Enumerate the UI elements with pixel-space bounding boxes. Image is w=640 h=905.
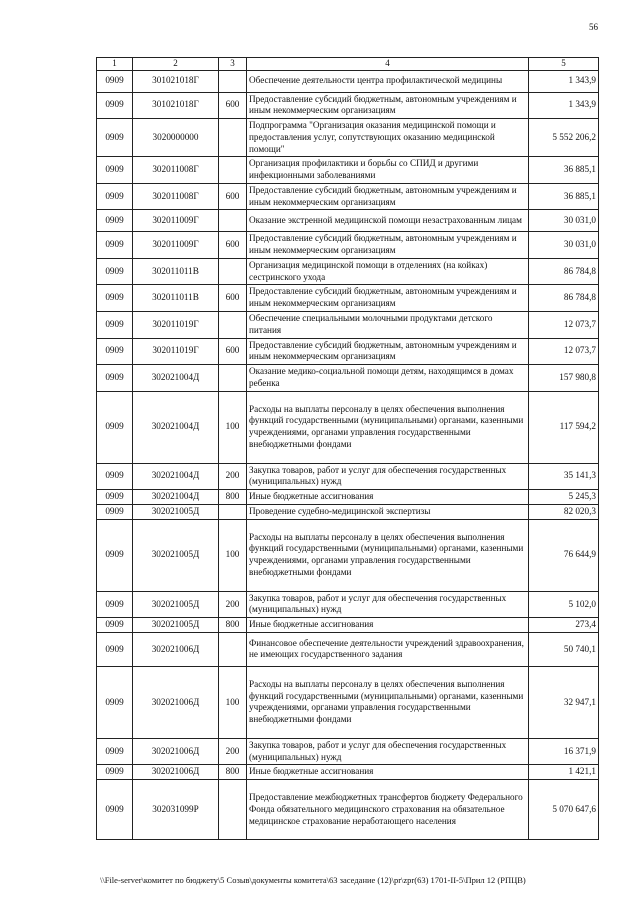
row-expense-type: 100: [219, 391, 247, 463]
table-row: [97, 258, 599, 285]
row-amount: 273,4: [529, 618, 599, 633]
row-section: 0909: [97, 183, 133, 210]
row-section: 0909: [97, 210, 133, 232]
row-amount: 30 031,0: [529, 232, 599, 259]
row-expense-type: 600: [219, 285, 247, 312]
column-header: 4: [247, 58, 529, 71]
row-target-code: 302021006Д: [133, 632, 219, 666]
budget-table: [96, 57, 599, 840]
row-target-code: 3020000000: [133, 119, 219, 157]
column-header: 2: [133, 58, 219, 71]
row-expense-type: 600: [219, 92, 247, 119]
footer-file-path: \\File-server\комитет по бюджету\5 Созыв\документы комитета\63 заседание (12)\pr\zpr(63) 1701-II-5\Прил 12 (РПЦВ): [100, 875, 526, 885]
row-description: Расходы на выплаты персоналу в целях обеспечения выполнения функций государственными (муниципальными) органами, казенными учреждениями, органами управления государственными внебюджетными фондами: [247, 666, 529, 738]
row-description: Предоставление субсидий бюджетным, автономным учреждениям и иным некоммерческим организациям: [247, 338, 529, 365]
table-row: [97, 632, 599, 666]
row-amount: 1 343,9: [529, 92, 599, 119]
row-description: Иные бюджетные ассигнования: [247, 765, 529, 780]
row-expense-type: [219, 70, 247, 92]
row-target-code: 302021006Д: [133, 765, 219, 780]
row-expense-type: 600: [219, 183, 247, 210]
row-section: 0909: [97, 258, 133, 285]
row-section: 0909: [97, 232, 133, 259]
row-description: Организация медицинской помощи в отделениях (на койках) сестринского ухода: [247, 258, 529, 285]
row-target-code: 302011019Г: [133, 338, 219, 365]
row-section: 0909: [97, 119, 133, 157]
row-expense-type: [219, 312, 247, 339]
row-section: 0909: [97, 632, 133, 666]
row-amount: 32 947,1: [529, 666, 599, 738]
table-row: [97, 780, 599, 840]
row-amount: 50 740,1: [529, 632, 599, 666]
row-expense-type: 200: [219, 463, 247, 490]
row-target-code: 302021005Д: [133, 504, 219, 519]
row-expense-type: [219, 210, 247, 232]
row-expense-type: 200: [219, 738, 247, 765]
table-row: [97, 312, 599, 339]
table-row: [97, 365, 599, 392]
row-section: 0909: [97, 463, 133, 490]
table-row: [97, 591, 599, 618]
table-body: [97, 70, 599, 840]
table-row: [97, 92, 599, 119]
row-amount: 117 594,2: [529, 391, 599, 463]
row-description: Предоставление субсидий бюджетным, автономным учреждениям и иным некоммерческим организациям: [247, 232, 529, 259]
row-section: 0909: [97, 285, 133, 312]
row-expense-type: 100: [219, 519, 247, 591]
row-amount: 1 343,9: [529, 70, 599, 92]
row-target-code: 302021004Д: [133, 391, 219, 463]
row-amount: 5 102,0: [529, 591, 599, 618]
row-target-code: 302011009Г: [133, 232, 219, 259]
column-header: 3: [219, 58, 247, 71]
row-description: Предоставление субсидий бюджетным, автономным учреждениям и иным некоммерческим организациям: [247, 92, 529, 119]
row-target-code: 302011011В: [133, 258, 219, 285]
row-section: 0909: [97, 666, 133, 738]
row-section: 0909: [97, 765, 133, 780]
row-target-code: 302031099Р: [133, 780, 219, 840]
row-section: 0909: [97, 312, 133, 339]
row-target-code: 302021004Д: [133, 365, 219, 392]
table-row: [97, 504, 599, 519]
row-target-code: 302021006Д: [133, 738, 219, 765]
row-section: 0909: [97, 519, 133, 591]
row-target-code: 302021005Д: [133, 618, 219, 633]
row-amount: 1 421,1: [529, 765, 599, 780]
row-description: Предоставление субсидий бюджетным, автономным учреждениям и иным некоммерческим организациям: [247, 285, 529, 312]
row-target-code: 302011008Г: [133, 157, 219, 184]
row-expense-type: [219, 504, 247, 519]
row-expense-type: [219, 780, 247, 840]
table-row: [97, 119, 599, 157]
table-row: [97, 618, 599, 633]
row-expense-type: [219, 119, 247, 157]
row-expense-type: 600: [219, 232, 247, 259]
row-expense-type: 200: [219, 591, 247, 618]
table-row: [97, 738, 599, 765]
row-target-code: 302011009Г: [133, 210, 219, 232]
row-amount: 5 070 647,6: [529, 780, 599, 840]
row-expense-type: 800: [219, 765, 247, 780]
row-description: Предоставление межбюджетных трансфертов бюджету Федерального Фонда обязательного медицинского страхования на обязательное медицинское страхование неработающего населения: [247, 780, 529, 840]
row-target-code: 301021018Г: [133, 70, 219, 92]
row-amount: 36 885,1: [529, 157, 599, 184]
row-description: Расходы на выплаты персоналу в целях обеспечения выполнения функций государственными (муниципальными) органами, казенными учреждениями, органами управления государственными внебюджетными фондами: [247, 519, 529, 591]
row-section: 0909: [97, 490, 133, 505]
row-description: Иные бюджетные ассигнования: [247, 618, 529, 633]
row-description: Расходы на выплаты персоналу в целях обеспечения выполнения функций государственными (муниципальными) органами, казенными учреждениями, органами управления государственными внебюджетными фондами: [247, 391, 529, 463]
row-expense-type: [219, 365, 247, 392]
row-expense-type: 100: [219, 666, 247, 738]
row-target-code: 301021018Г: [133, 92, 219, 119]
row-section: 0909: [97, 780, 133, 840]
table-row: [97, 391, 599, 463]
row-description: Подпрограмма "Организация оказания медицинской помощи и предоставления услуг, сопутствующих оказанию медицинской помощи": [247, 119, 529, 157]
row-target-code: 302021005Д: [133, 591, 219, 618]
table-row: [97, 210, 599, 232]
row-description: Обеспечение специальными молочными продуктами детского питания: [247, 312, 529, 339]
page-number: 56: [589, 22, 598, 32]
row-amount: 36 885,1: [529, 183, 599, 210]
row-description: Оказание экстренной медицинской помощи незастрахованным лицам: [247, 210, 529, 232]
row-expense-type: 800: [219, 618, 247, 633]
row-description: Закупка товаров, работ и услуг для обеспечения государственных (муниципальных) нужд: [247, 591, 529, 618]
row-amount: 157 980,8: [529, 365, 599, 392]
row-target-code: 302021004Д: [133, 463, 219, 490]
row-section: 0909: [97, 591, 133, 618]
table-row: [97, 70, 599, 92]
row-description: Организация профилактики и борьбы со СПИД и другими инфекционными заболеваниями: [247, 157, 529, 184]
table-row: [97, 157, 599, 184]
row-section: 0909: [97, 157, 133, 184]
row-amount: 86 784,8: [529, 258, 599, 285]
row-amount: 82 020,3: [529, 504, 599, 519]
row-amount: 35 141,3: [529, 463, 599, 490]
row-section: 0909: [97, 338, 133, 365]
row-target-code: 302011008Г: [133, 183, 219, 210]
table-row: [97, 338, 599, 365]
table-row: [97, 490, 599, 505]
row-amount: 30 031,0: [529, 210, 599, 232]
row-description: Закупка товаров, работ и услуг для обеспечения государственных (муниципальных) нужд: [247, 738, 529, 765]
column-header: 5: [529, 58, 599, 71]
table-row: [97, 519, 599, 591]
row-amount: 5 552 206,2: [529, 119, 599, 157]
row-description: Предоставление субсидий бюджетным, автономным учреждениям и иным некоммерческим организациям: [247, 183, 529, 210]
row-description: Иные бюджетные ассигнования: [247, 490, 529, 505]
row-target-code: 302021005Д: [133, 519, 219, 591]
row-amount: 16 371,9: [529, 738, 599, 765]
row-target-code: 302021004Д: [133, 490, 219, 505]
row-section: 0909: [97, 738, 133, 765]
row-section: 0909: [97, 365, 133, 392]
column-header: 1: [97, 58, 133, 71]
table-row: [97, 463, 599, 490]
row-amount: 86 784,8: [529, 285, 599, 312]
row-description: Закупка товаров, работ и услуг для обеспечения государственных (муниципальных) нужд: [247, 463, 529, 490]
row-description: Финансовое обеспечение деятельности учреждений здравоохранения, не имеющих государственного задания: [247, 632, 529, 666]
table-row: [97, 232, 599, 259]
row-amount: 12 073,7: [529, 338, 599, 365]
row-description: Обеспечение деятельности центра профилактической медицины: [247, 70, 529, 92]
row-section: 0909: [97, 504, 133, 519]
row-section: 0909: [97, 70, 133, 92]
row-expense-type: [219, 157, 247, 184]
row-expense-type: 600: [219, 338, 247, 365]
table-row: [97, 765, 599, 780]
row-section: 0909: [97, 618, 133, 633]
table-row: [97, 666, 599, 738]
row-target-code: 302021006Д: [133, 666, 219, 738]
row-section: 0909: [97, 92, 133, 119]
table-row: [97, 285, 599, 312]
table-row: [97, 183, 599, 210]
row-target-code: 302011011В: [133, 285, 219, 312]
row-description: Оказание медико-социальной помощи детям, находящимся в домах ребенка: [247, 365, 529, 392]
row-expense-type: [219, 632, 247, 666]
table-header-row: [97, 58, 599, 71]
row-amount: 76 644,9: [529, 519, 599, 591]
row-description: Проведение судебно-медицинской экспертизы: [247, 504, 529, 519]
row-section: 0909: [97, 391, 133, 463]
row-expense-type: 800: [219, 490, 247, 505]
row-amount: 5 245,3: [529, 490, 599, 505]
row-amount: 12 073,7: [529, 312, 599, 339]
row-target-code: 302011019Г: [133, 312, 219, 339]
row-expense-type: [219, 258, 247, 285]
